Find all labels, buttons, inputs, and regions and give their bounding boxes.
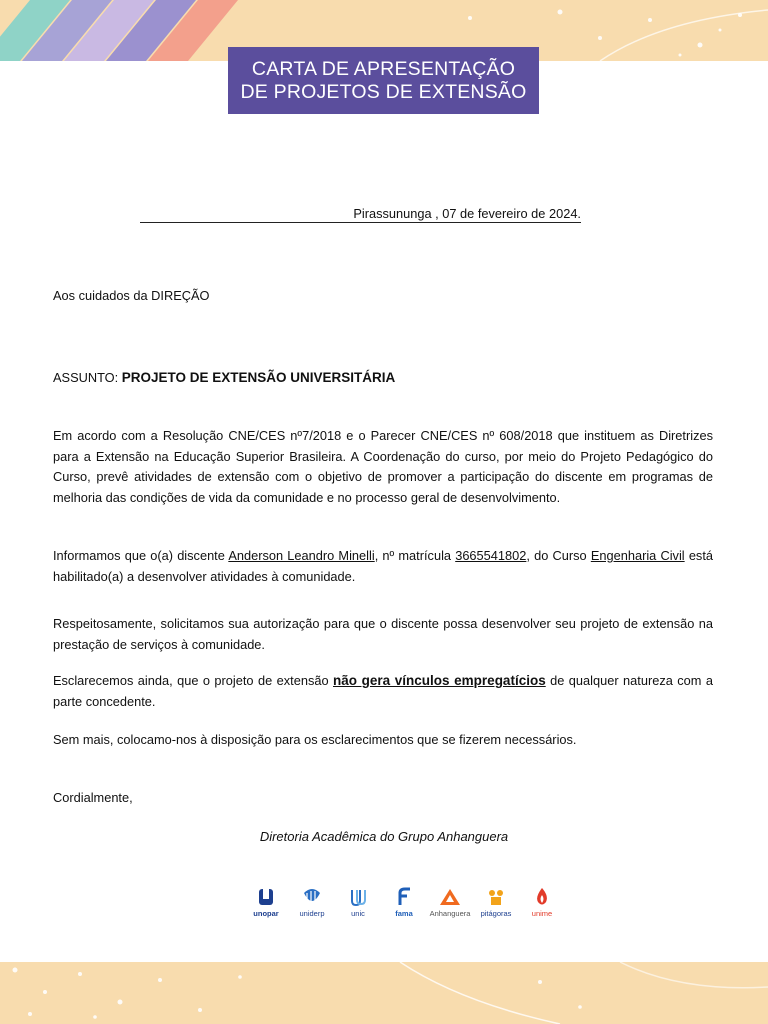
- paragraph-clarification: [53, 671, 713, 712]
- closing: Cordialmente,: [53, 790, 133, 805]
- logo-label: pitágoras: [480, 909, 512, 918]
- paragraph-legal-basis: Em acordo com a Resolução CNE/CES nº7/2018 e o Parecer CNE/CES nº 608/2018 que instituem as Diretrizes para a Extensão na Educação Superior Brasileira. A Coordenação do curso, por meio do Projeto Pedagógico do Curso, prevê atividades de extensão com o objetivo de promover a participação do discente em programas de melhoria das condições de vida da comunidade e no processo geral de desenvolvimento.: [53, 428, 713, 505]
- subject-text: PROJETO DE EXTENSÃO UNIVERSITÁRIA: [121, 370, 396, 385]
- clarification-text: de qualquer natureza com a parte concedente.: [53, 673, 713, 709]
- paragraph-request: Respeitosamente, solicitamos sua autorização para que o discente possa desenvolver seu projeto de extensão na prestação de serviços à comunidade.: [53, 616, 713, 652]
- title-line-2: DE PROJETOS DE EXTENSÃO: [240, 80, 527, 103]
- bottom-decorative-band: [0, 962, 768, 1024]
- student-info-text: está habilitado(a) a desenvolver atividades à comunidade.: [53, 548, 714, 584]
- paragraph-closing-remark: Sem mais, colocamo-nos à disposição para os esclarecimentos que se fizerem necessários.: [53, 732, 577, 747]
- logo-label: unopar: [253, 909, 279, 918]
- unime-logo: [522, 887, 562, 918]
- title-line-1: CARTA DE APRESENTAÇÃO: [251, 57, 516, 80]
- student-name: Anderson Leandro Minelli: [228, 548, 375, 563]
- logo-label: fama: [395, 909, 413, 918]
- decorative-dots: [0, 962, 768, 1024]
- registration-number: 3665541802: [455, 548, 527, 563]
- course-name: Engenharia Civil: [590, 548, 685, 563]
- logo-label: unime: [531, 909, 553, 918]
- institution-logos: [246, 884, 562, 918]
- document-title: [228, 47, 539, 114]
- student-info-text: , do Curso: [526, 548, 591, 563]
- logo-label: unic: [351, 909, 365, 918]
- paragraph-student-info: [53, 546, 713, 587]
- subject-label: ASSUNTO:: [53, 370, 119, 385]
- pitagoras-logo: [476, 887, 516, 918]
- logo-label: uniderp: [299, 909, 325, 918]
- date-line: Pirassununga , 07 de fevereiro de 2024.: [140, 206, 581, 223]
- student-info-text: , nº matrícula: [374, 548, 456, 563]
- subject-line: [53, 368, 713, 389]
- signature: Diretoria Acadêmica do Grupo Anhanguera: [259, 829, 509, 844]
- unic-logo: [338, 887, 378, 918]
- unopar-logo: [246, 887, 286, 918]
- uniderp-logo: [292, 887, 332, 918]
- anhanguera-logo: [430, 887, 470, 918]
- student-info-text: Informamos que o(a) discente: [53, 548, 229, 563]
- logo-label: Anhanguera: [429, 909, 471, 918]
- fama-logo: [384, 887, 424, 918]
- recipient-line: Aos cuidados da DIREÇÃO: [53, 288, 210, 303]
- no-employment-emphasis: não gera vínculos empregatícios: [333, 673, 546, 688]
- clarification-text: Esclarecemos ainda, que o projeto de extensão: [53, 673, 334, 688]
